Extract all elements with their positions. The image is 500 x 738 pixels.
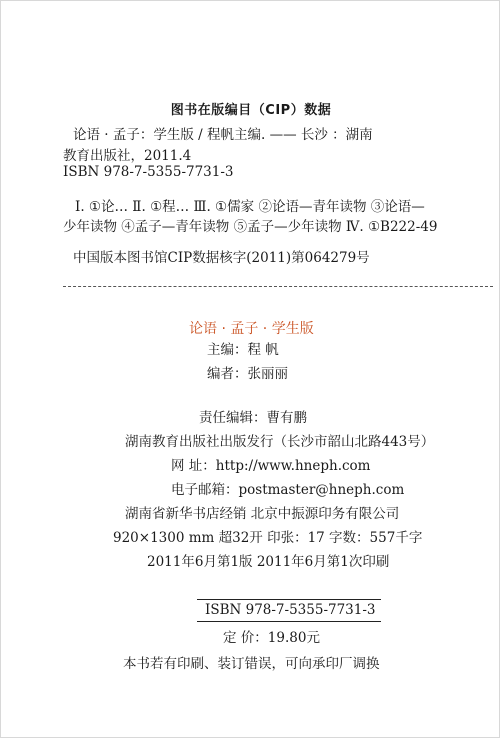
publisher-line: 湖南教育出版社出版发行（长沙市韶山北路443号） <box>125 434 435 450</box>
isbn-line: ISBN 978-7-5355-7731-3 <box>205 602 376 618</box>
distribution-line: 湖南省新华书店经销 北京中振源印务有限公司 <box>125 506 400 522</box>
cip-line-5: 少年读物 ④孟子—青年读物 ⑤孟子—少年读物 Ⅳ. ①B222-49 <box>63 219 438 235</box>
cip-line-2: 教育出版社，2011.4 <box>63 148 192 164</box>
cip-number: 中国版本图书馆CIP数据核字(2011)第064279号 <box>73 250 370 266</box>
format-line: 920×1300 mm 超32开 印张：17 字数：557千字 <box>113 530 423 546</box>
isbn-box-bottom-rule <box>197 621 381 622</box>
isbn-box-top-rule <box>197 599 381 600</box>
cip-line-3: ISBN 978-7-5355-7731-3 <box>63 164 234 180</box>
cip-heading: 图书在版编目（CIP）数据 <box>170 103 332 118</box>
editor: 编者：张丽丽 <box>207 366 288 382</box>
edition-line: 2011年6月第1版 2011年6月第1次印刷 <box>147 554 390 570</box>
cip-line-4: Ⅰ. ①论… Ⅱ. ①程… Ⅲ. ①儒家 ②论语—青年读物 ③论语— <box>75 199 425 215</box>
price-line: 定 价：19.80元 <box>223 630 320 646</box>
error-notice: 本书若有印刷、装订错误，可向承印厂调换 <box>123 656 380 672</box>
cip-line-1: 论语 · 孟子：学生版 / 程帆主编. —— 长沙 ：湖南 <box>73 127 373 143</box>
email-line: 电子邮箱：postmaster@hneph.com <box>171 482 405 498</box>
chief-editor: 主编：程 帆 <box>207 342 279 358</box>
book-title: 论语 · 孟子 · 学生版 <box>189 321 314 337</box>
dashed-separator <box>63 286 493 287</box>
responsible-editor: 责任编辑：曹有鹏 <box>199 410 307 426</box>
website-line: 网 址：http://www.hneph.com <box>171 458 371 474</box>
